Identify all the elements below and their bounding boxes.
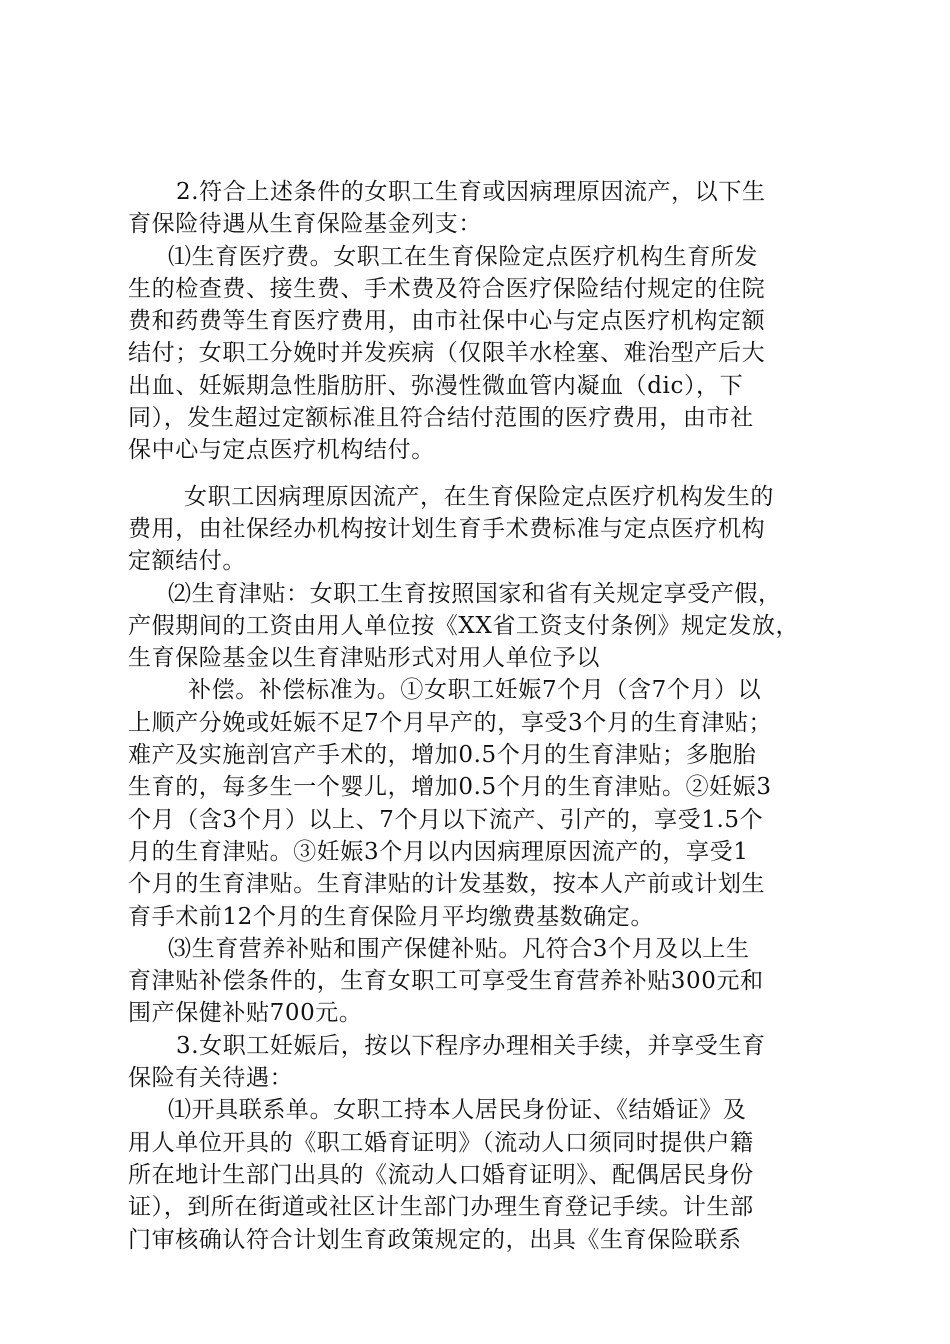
document-body — [128, 176, 832, 1256]
text-line: 3.女职工妊娠后，按以下程序办理相关手续，并享受生育 — [176, 1032, 766, 1059]
text-line: 生育保险基金以生育津贴形式对用人单位予以 — [128, 645, 600, 672]
text-line: 保中心与定点医疗机构结付。 — [128, 437, 435, 464]
text-line: 用人单位开具的《职工婚育证明》（流动人口须同时提供户籍 — [128, 1129, 754, 1156]
paragraph-gap — [128, 467, 832, 481]
text-line: 定额结付。 — [128, 548, 246, 575]
text-line: 产假期间的工资由用人单位按《XX省工资支付条例》规定发放， — [128, 612, 800, 639]
text-line: 所在地计生部门出具的《流动人口婚育证明》、配偶居民身份 — [128, 1161, 754, 1188]
text-line: 保险有关待遇： — [128, 1065, 294, 1092]
text-line: ⑴开具联系单。女职工持本人居民身份证、《结婚证》及 — [168, 1097, 747, 1124]
text-line: 难产及实施剖宫产手术的，增加0.5个月的生育津贴；多胞胎 — [128, 742, 757, 769]
text-line: 女职工因病理原因流产，在生育保险定点医疗机构发生的 — [184, 483, 774, 510]
text-line: 育手术前12个月的生育保险月平均缴费基数确定。 — [128, 903, 655, 930]
text-line: 育保险待遇从生育保险基金列支： — [128, 211, 482, 238]
text-line: 2.符合上述条件的女职工生育或因病理原因流产，以下生 — [176, 179, 766, 205]
text-line: 育津贴补偿条件的，生育女职工可享受生育营养补贴300元和 — [128, 968, 764, 995]
text-line: ⑴生育医疗费。女职工在生育保险定点医疗机构生育所发 — [168, 243, 758, 270]
text-line: 生育的，每多生一个婴儿，增加0.5个月的生育津贴。②妊娠3 — [128, 774, 772, 801]
text-line: 出血、妊娠期急性脂肪肝、弥漫性微血管内凝血（dic），下 — [128, 372, 744, 399]
text-line: 证），到所在街道或社区计生部门办理生育登记手续。计生部 — [128, 1194, 754, 1221]
text-line: 月的生育津贴。③妊娠3个月以内因病理原因流产的，享受1 — [128, 838, 749, 865]
text-line: 生的检查费、接生费、手术费及符合医疗保险结付规定的住院 — [128, 275, 766, 302]
text-line: ⑵生育津贴：女职工生育按照国家和省有关规定享受产假， — [168, 580, 782, 607]
text-line: 同），发生超过定额标准且符合结付范围的医疗费用，由市社 — [128, 405, 754, 432]
text-line: 围产保健补贴700元。 — [128, 1000, 363, 1027]
text-line: 门审核确认符合计划生育政策规定的，出具《生育保险联系 — [128, 1226, 742, 1253]
text-line: 结付；女职工分娩时并发疾病（仅限羊水栓塞、难治型产后大 — [128, 340, 766, 367]
text-line: 个月的生育津贴。生育津贴的计发基数，按本人产前或计划生 — [128, 871, 766, 898]
text-line: ⑶生育营养补贴和围产保健补贴。凡符合3个月及以上生 — [168, 935, 750, 962]
text-line: 个月（含3个月）以上、7个月以下流产、引产的，享受1.5个 — [128, 806, 764, 833]
text-line: 费用，由社保经办机构按计划生育手术费标准与定点医疗机构 — [128, 515, 766, 542]
text-line: 上顺产分娩或妊娠不足7个月早产的，享受3个月的生育津贴； — [128, 709, 773, 736]
text-line: 补偿。补偿标准为。①女职工妊娠7个月（含7个月）以 — [188, 677, 762, 704]
text-line: 费和药费等生育医疗费用，由市社保中心与定点医疗机构定额 — [128, 308, 766, 335]
